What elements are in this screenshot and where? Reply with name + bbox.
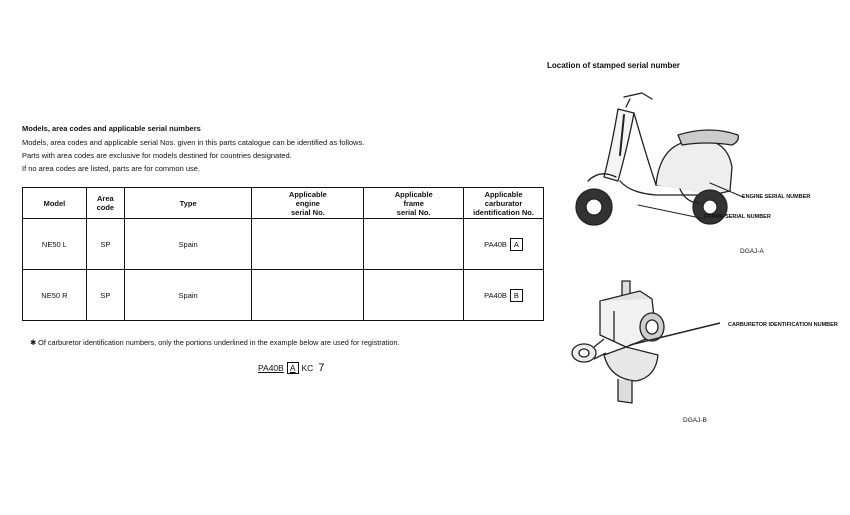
table-row [23, 270, 544, 321]
header-engine-serial: Applicable engine serial No. [252, 188, 364, 219]
header-area-code: Area code [86, 188, 124, 219]
location-title: Location of stamped serial number [547, 61, 680, 70]
intro-line-3: If no area codes are listed, parts are for common use. [22, 164, 201, 173]
cell-model: NE50 R [23, 270, 87, 321]
cell-engine [252, 219, 364, 270]
frame-serial-label: FRAME SERIAL NUMBER [704, 214, 771, 220]
header-model: Model [23, 188, 87, 219]
cell-area: SP [86, 219, 124, 270]
serial-number-table [22, 187, 544, 321]
carb-code-box: B [510, 289, 523, 302]
cell-model: NE50 L [23, 219, 87, 270]
carburetor-id-label: CARBURETOR IDENTIFICATION NUMBER [728, 322, 838, 328]
header-frame-serial: Applicable frame serial No. [364, 188, 464, 219]
carb-code-box: A [510, 238, 523, 251]
example-prefix: PA40B [258, 363, 284, 373]
cell-engine [252, 270, 364, 321]
scooter-illustration [560, 85, 850, 265]
example-suffix: 7 [318, 362, 325, 374]
intro-line-1: Models, area codes and applicable serial Nos. given in this parts catalogue can be identified as follows. [22, 138, 365, 147]
example-box: A [287, 362, 299, 374]
cell-type: Spain [124, 270, 252, 321]
carburetor-id-example [258, 362, 324, 374]
header-carburetor-id: Applicable carburator identification No. [464, 188, 544, 219]
carburetor-illustration [570, 275, 750, 415]
cell-area: SP [86, 270, 124, 321]
section-title: Models, area codes and applicable serial numbers [22, 124, 201, 133]
table-row [23, 219, 544, 270]
cell-type: Spain [124, 219, 252, 270]
table-header-row [23, 188, 544, 219]
cell-frame [364, 219, 464, 270]
engine-serial-label: ENGINE SERIAL NUMBER [742, 194, 811, 200]
figure-a-caption: DGAJ-A [740, 248, 764, 255]
header-type: Type [124, 188, 252, 219]
example-middle: KC [301, 363, 314, 373]
cell-frame [364, 270, 464, 321]
registration-note: ✱ Of carburetor identification numbers, only the portions underlined in the example below are used for registration. [30, 338, 400, 347]
cell-carburetor: PA40B B [464, 270, 544, 321]
figure-b-caption: DGAJ-B [683, 417, 707, 424]
cell-carburetor: PA40B A [464, 219, 544, 270]
intro-line-2: Parts with area codes are exclusive for models destined for countries designated. [22, 151, 292, 160]
